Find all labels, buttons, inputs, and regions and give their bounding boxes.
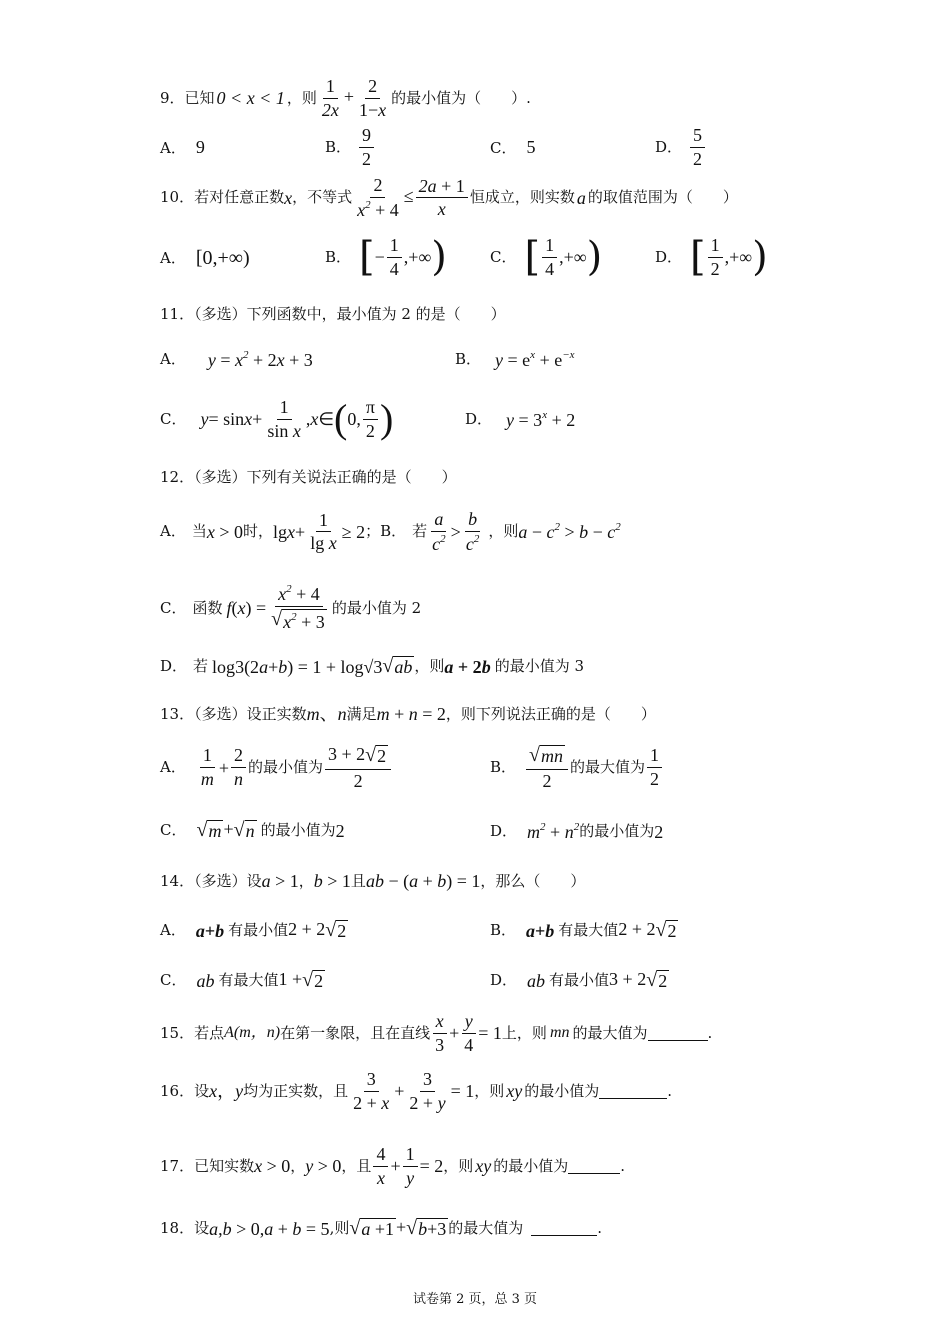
q11-option-d: D． $y = 3^x + 2$ bbox=[465, 409, 576, 430]
question-13: 13．（多选）设正实数 m、n 满足 m + n = 2 ，则下列说法正确的是（ ） bbox=[160, 704, 656, 724]
q9-condition: 0 < x < 1 bbox=[216, 88, 285, 109]
q13-option-d: D． $m^2 + n^2$ 的最小值为 2 bbox=[490, 821, 664, 842]
q11-option-a: A． $y = x^2 + 2x + 3$ bbox=[160, 349, 313, 370]
q13-option-b: B． √ mn 2 的最大值为 $\frac{1}{2}$ bbox=[490, 745, 664, 791]
q13-option-a: A． $\frac{1}{m}$ + $\frac{2}{n}$ 的最小值为 3 + 2 √ 2 2 bbox=[160, 745, 393, 791]
q10-inequality: $\frac{2}{x^2 + 4}$ ≤ $\frac{2a + 1}{x}$ bbox=[352, 176, 470, 220]
q13-option-c: C． √ m + √ n 的最小值为 2 bbox=[160, 819, 345, 841]
q12-option-d: D． 若 log 3 (2 a + b ) = 1 + log √3 √ ab ，则 a + 2b 的最小值为 3 bbox=[160, 655, 584, 677]
q16-answer-blank[interactable] bbox=[599, 1084, 667, 1099]
q10-options: A． [0,+∞) B． [ − $\frac{1}{4}$ ,+∞ ) C． [ $\frac{1}{4}$ ,+∞ ) D． [ $\frac{1}{2}$ ,+∞ ) bbox=[160, 234, 768, 281]
q14-option-c: C． ab 有最大值 1 + √ 2 bbox=[160, 969, 324, 991]
page-footer: 试卷第 2 页，总 3 页 bbox=[412, 1292, 538, 1307]
q17-answer-blank[interactable] bbox=[568, 1159, 620, 1174]
question-15: 15．若点 A(m，n) 在第一象限，且在直线 $\frac{x}{3}$ + $\frac{y}{4}$ = 1 上，则 mn 的最大值为 . bbox=[160, 1011, 713, 1055]
question-17: 17．已知实数 x > 0 ， y > 0 ，且 $\frac{4}{x}$ + $\frac{1}{y}$ = 2 ，则 xy 的最小值为 . bbox=[160, 1144, 626, 1188]
question-18: 18．设 a,b > 0,a + b = 5 ,则 √ a +1 + √ b+3 的最大值为 . bbox=[160, 1217, 603, 1239]
q9-expression: $\frac{1}{2x}$ + $\frac{2}{1-x}$ bbox=[321, 76, 387, 120]
question-12: 12．（多选）下列有关说法正确的是（ ） bbox=[160, 468, 457, 486]
question-9: 9．已知 0 < x < 1 ，则 $\frac{1}{2x}$ + $\frac{2}{1-x}$ 的最小值为（ ）. bbox=[160, 76, 531, 120]
q11-option-b: B． $y = e^x + e^{-x}$ bbox=[455, 349, 575, 370]
question-14: 14．（多选）设 a > 1 ， b > 1 且 ab − (a + b) = 1 ，那么（ ） bbox=[160, 871, 586, 891]
q15-answer-blank[interactable] bbox=[648, 1026, 708, 1041]
q12-options-ab: A． 当 x > 0 时， lg x + $\frac{1}{\text{lg x}}$ ≥ 2 ；B． 若 $\frac{a}{c^2}$ > $\frac{b}{c^2}$ ，则 $a - c^2 > b - c^2$ bbox=[160, 509, 621, 554]
question-11: 11．（多选）下列函数中，最小值为 2 的是（ ） bbox=[160, 305, 506, 323]
q9-number: 9．已知 bbox=[160, 88, 215, 107]
q18-answer-blank[interactable] bbox=[531, 1221, 597, 1236]
q11-option-c: C． y = sin x + $\frac{1}{\text{sin x}}$ , x ∈ ( 0, $\frac{\pi}{2}$ ) bbox=[160, 396, 394, 442]
question-10: 10．若对任意正数 x ，不等式 $\frac{2}{x^2 + 4}$ ≤ $\frac{2a + 1}{x}$ 恒成立，则实数 a 的取值范围为（ ） bbox=[160, 175, 738, 220]
question-16: 16．设 x，y 均为正实数，且 $\frac{3}{2 + x}$ + $\frac{3}{2 + y}$ = 1 ，则 xy 的最小值为 . bbox=[160, 1069, 673, 1113]
q14-option-d: D． ab 有最小值 3 + 2 √ 2 bbox=[490, 969, 668, 991]
q14-option-b: B． a+b 有最大值 2 + 2 √ 2 bbox=[490, 919, 677, 941]
q14-option-a: A． a+b 有最小值 2 + 2 √ 2 bbox=[160, 919, 347, 941]
q12-option-c: C． 函数 f ( x ) = $x^2 + 4$ √ $x^2 + 3$ 的最小值为 2 bbox=[160, 583, 422, 632]
